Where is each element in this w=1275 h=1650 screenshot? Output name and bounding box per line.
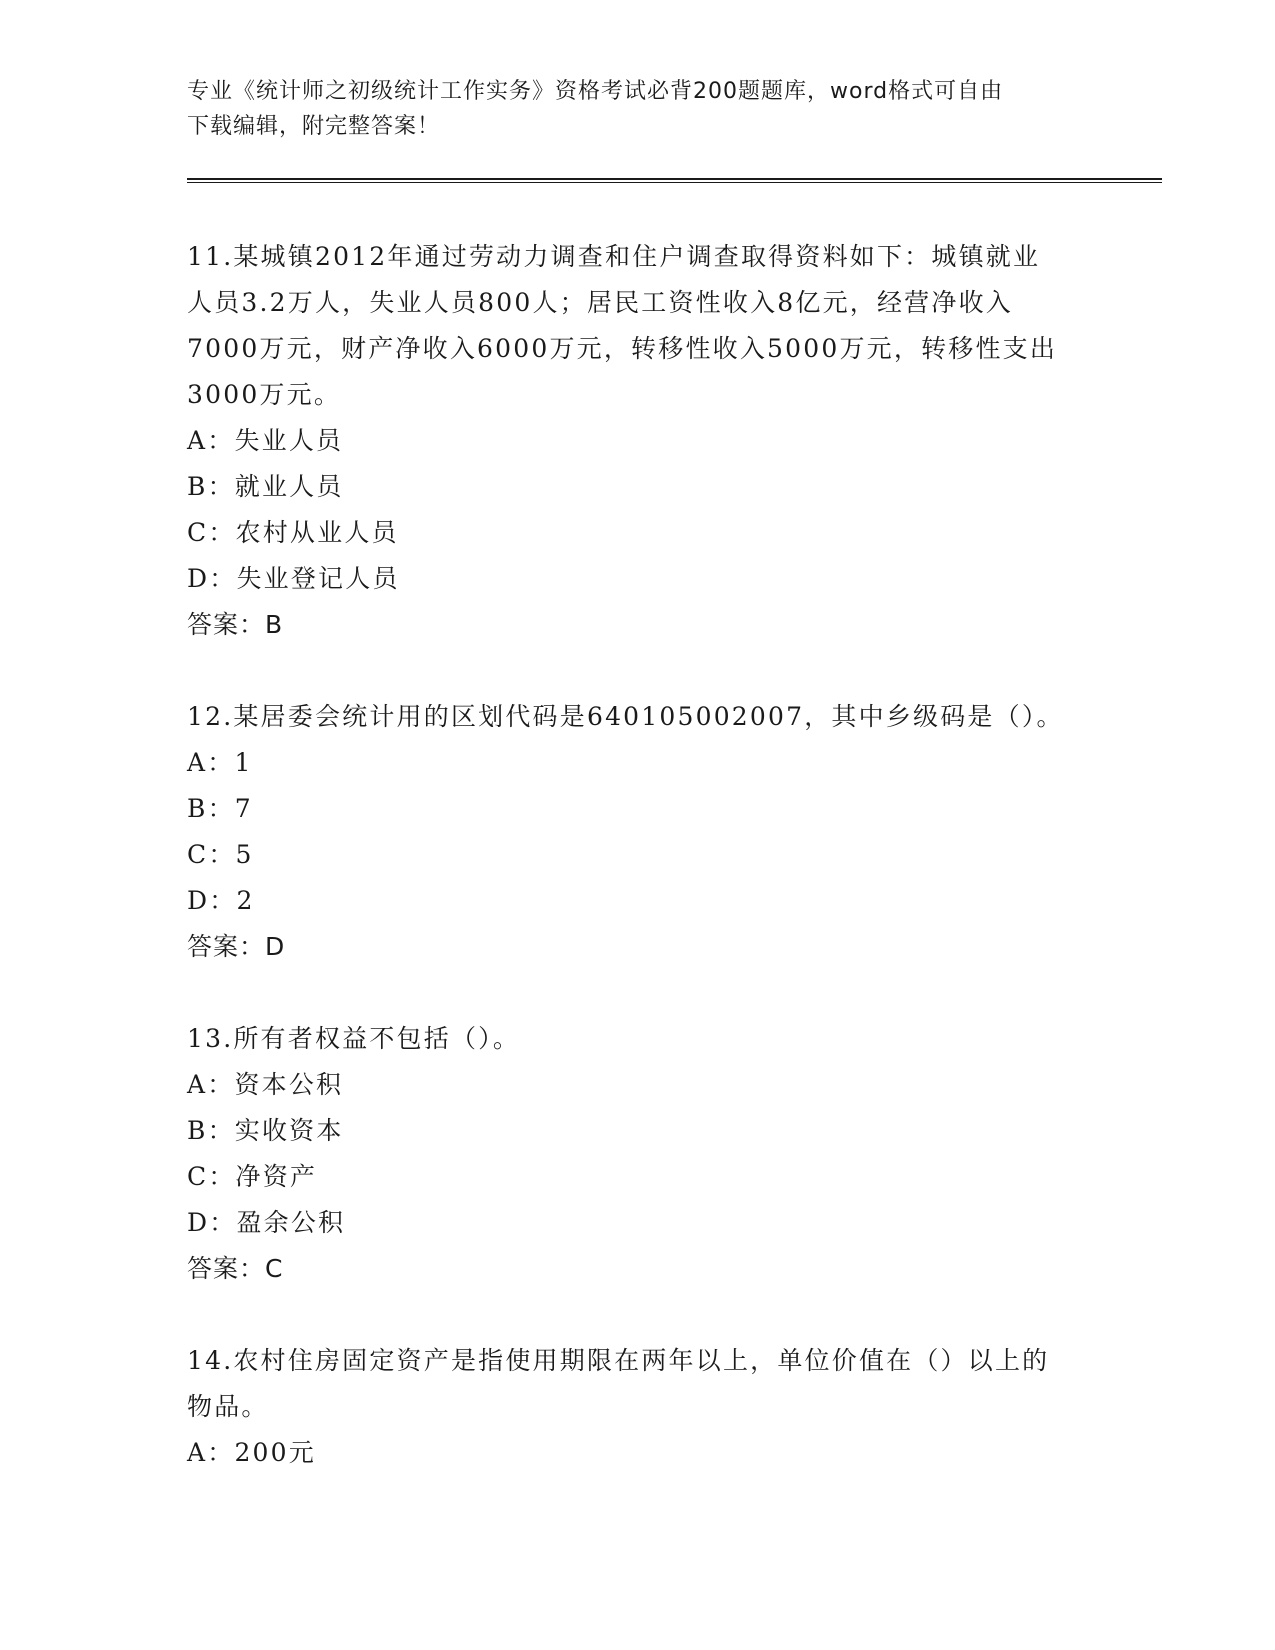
option-c: C：净资产 bbox=[187, 1162, 318, 1191]
header-title-line1: 专业《统计师之初级统计工作实务》资格考试必背200题题库，word格式可自由 bbox=[187, 79, 1004, 104]
answer-line: 答案：B bbox=[187, 610, 284, 639]
option-a: A：1 bbox=[187, 748, 253, 777]
question-13 bbox=[187, 1016, 1067, 1292]
question-stem: 11.某城镇2012年通过劳动力调查和住户调查取得资料如下：城镇就业人员3.2万人，失业人员800人；居民工资性收入8亿元，经营净收入7000万元，财产净收入6000万元，转移性收入5000万元，转移性支出3000万元。 bbox=[187, 242, 1058, 409]
option-d: D：2 bbox=[187, 886, 255, 915]
question-14 bbox=[187, 1338, 1067, 1476]
option-a: A：200元 bbox=[187, 1438, 316, 1467]
question-list bbox=[187, 234, 1067, 1522]
option-c: C：5 bbox=[187, 840, 254, 869]
option-a: A：失业人员 bbox=[187, 426, 344, 455]
answer-line: 答案：D bbox=[187, 932, 286, 961]
option-d: D：盈余公积 bbox=[187, 1208, 346, 1237]
question-11 bbox=[187, 234, 1067, 648]
option-b: B：7 bbox=[187, 794, 253, 823]
option-c: C：农村从业人员 bbox=[187, 518, 399, 547]
answer-line: 答案：C bbox=[187, 1254, 284, 1283]
question-stem: 13.所有者权益不包括（）。 bbox=[187, 1024, 521, 1053]
option-b: B：实收资本 bbox=[187, 1116, 344, 1145]
header-divider bbox=[187, 178, 1162, 183]
option-d: D：失业登记人员 bbox=[187, 564, 400, 593]
option-a: A：资本公积 bbox=[187, 1070, 344, 1099]
option-b: B：就业人员 bbox=[187, 472, 344, 501]
document-header bbox=[187, 74, 1067, 144]
question-12 bbox=[187, 694, 1067, 970]
question-stem: 12.某居委会统计用的区划代码是640105002007，其中乡级码是（）。 bbox=[187, 702, 1064, 731]
header-title-line2: 下载编辑，附完整答案！ bbox=[187, 114, 441, 139]
question-stem: 14.农村住房固定资产是指使用期限在两年以上，单位价值在（）以上的物品。 bbox=[187, 1346, 1050, 1421]
